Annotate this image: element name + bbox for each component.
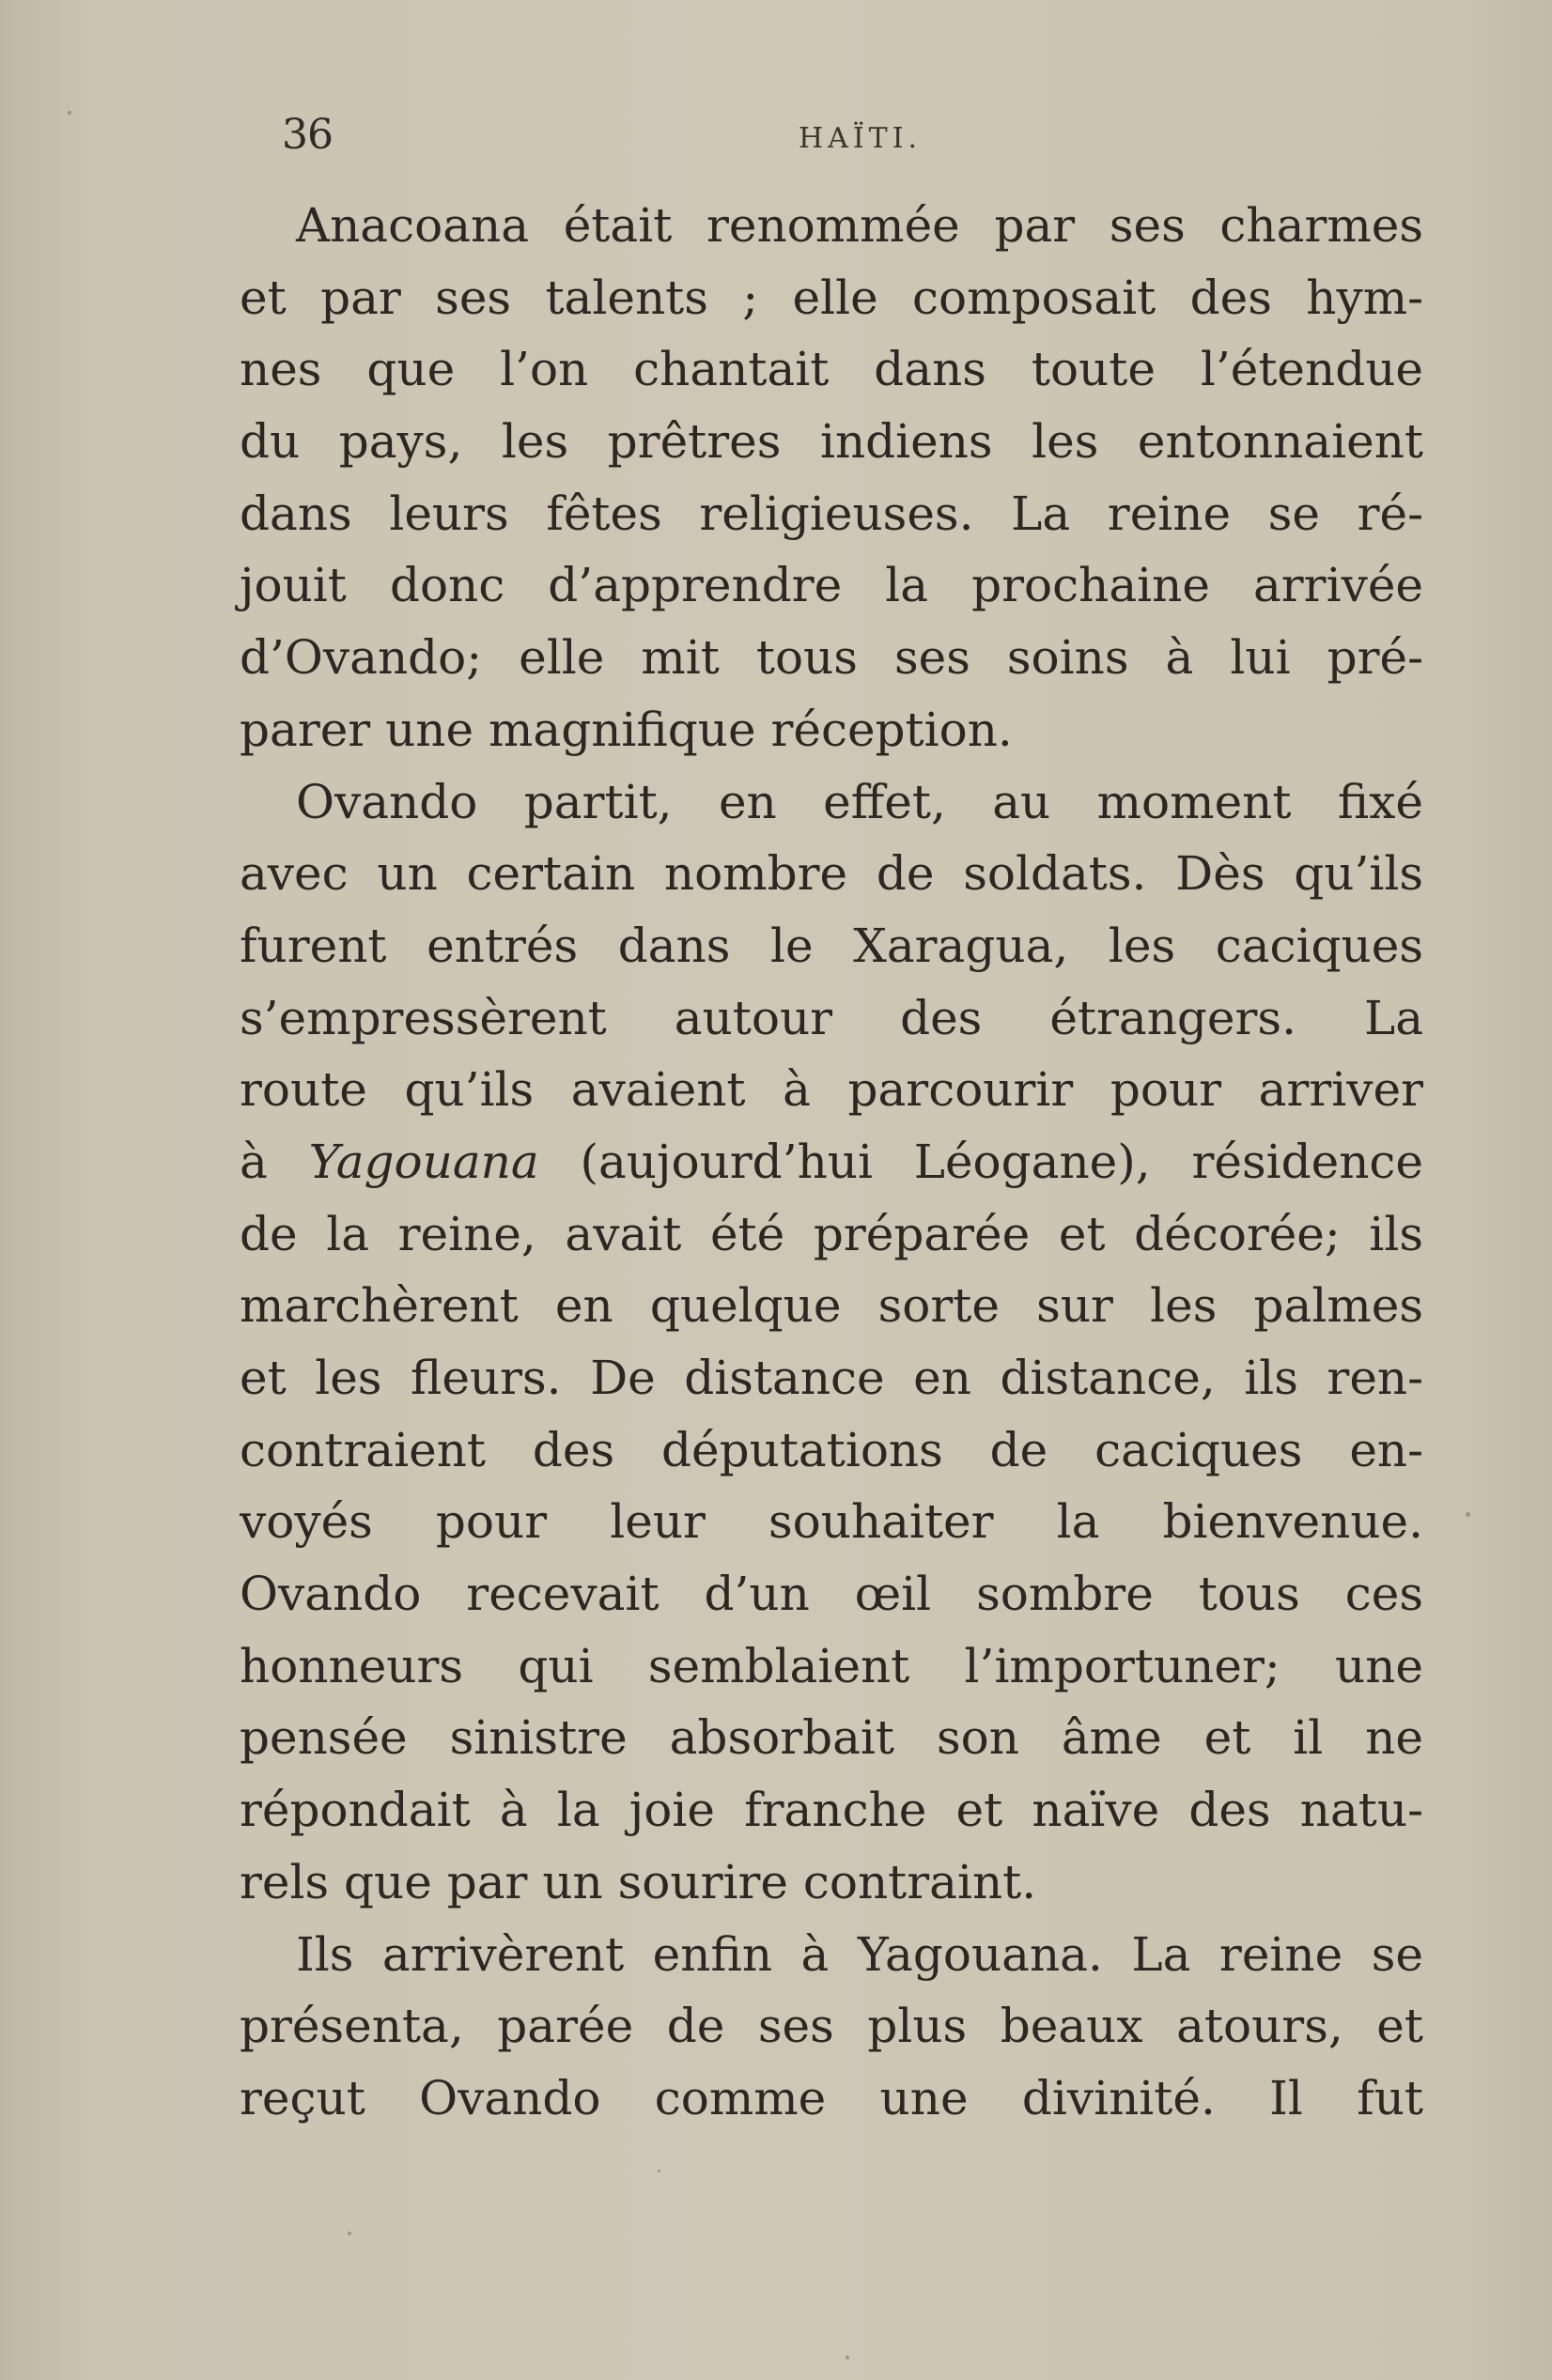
- text-line: Ils arrivèrent enfin à Yagouana. La reine se: [296, 1926, 1423, 1982]
- text-line: et par ses talents ; elle composait des hym-: [240, 270, 1423, 325]
- text-line: rels que par un sourire contraint.: [240, 1854, 1037, 1909]
- text-line: Anacoana était renommée par ses charmes: [296, 198, 1423, 253]
- body-text: [240, 190, 1423, 2135]
- text-line: furent entrés dans le Xaragua, les caciques: [240, 918, 1423, 973]
- text-line: contraient des députations de caciques en-: [240, 1422, 1423, 1477]
- text-segment: à: [240, 1134, 309, 1189]
- text-line: pensée sinistre absorbait son âme et il ne: [240, 1710, 1423, 1766]
- text-line: nes que l’on chantait dans toute l’étendue: [240, 342, 1423, 397]
- text-line: jouit donc d’apprendre la prochaine arrivée: [240, 558, 1423, 613]
- running-head: [282, 111, 1428, 167]
- text-line: route qu’ils avaient à parcourir pour arriver: [240, 1062, 1423, 1118]
- speck: [1466, 1512, 1470, 1517]
- text-line: et les fleurs. De distance en distance, ils ren-: [240, 1351, 1423, 1405]
- text-line: s’empressèrent autour des étrangers. La: [240, 990, 1423, 1045]
- text-line: marchèrent en quelque sorte sur les palmes: [240, 1278, 1423, 1334]
- text-line: [240, 1126, 1423, 1198]
- text-line: répondait à la joie franche et naïve des natu-: [240, 1783, 1423, 1838]
- text-line: reçut Ovando comme une divinité. Il fut: [240, 2070, 1423, 2125]
- text-line: Ovando partit, en effet, au moment fixé: [296, 774, 1423, 829]
- text-line: avec un certain nombre de soldats. Dès qu’ils: [240, 846, 1423, 902]
- text-line: présenta, parée de ses plus beaux atours, et: [240, 1999, 1423, 2054]
- text-line: honneurs qui semblaient l’importuner; une: [240, 1638, 1423, 1693]
- text-line: du pays, les prêtres indiens les entonnaient: [240, 414, 1423, 470]
- page-number: 36: [282, 111, 333, 159]
- text-segment: (aujourd’hui Léogane), résidence: [538, 1134, 1423, 1189]
- text-line: d’Ovando; elle mit tous ses soins à lui pré-: [240, 630, 1423, 686]
- text-line: Ovando recevait d’un œil sombre tous ces: [240, 1567, 1423, 1622]
- text-line: parer une magnifique réception.: [240, 702, 1013, 757]
- text-line: de la reine, avait été préparée et décorée; ils: [240, 1206, 1423, 1261]
- italic-place-name: Yagouana: [308, 1134, 539, 1189]
- speck: [846, 2356, 849, 2359]
- speck: [348, 2232, 351, 2235]
- text-line: voyés pour leur souhaiter la bienvenue.: [240, 1494, 1423, 1550]
- speck: [658, 2170, 660, 2172]
- running-title: HAÏTI.: [799, 122, 923, 155]
- speck: [68, 111, 71, 115]
- text-line: dans leurs fêtes religieuses. La reine se ré-: [240, 486, 1423, 541]
